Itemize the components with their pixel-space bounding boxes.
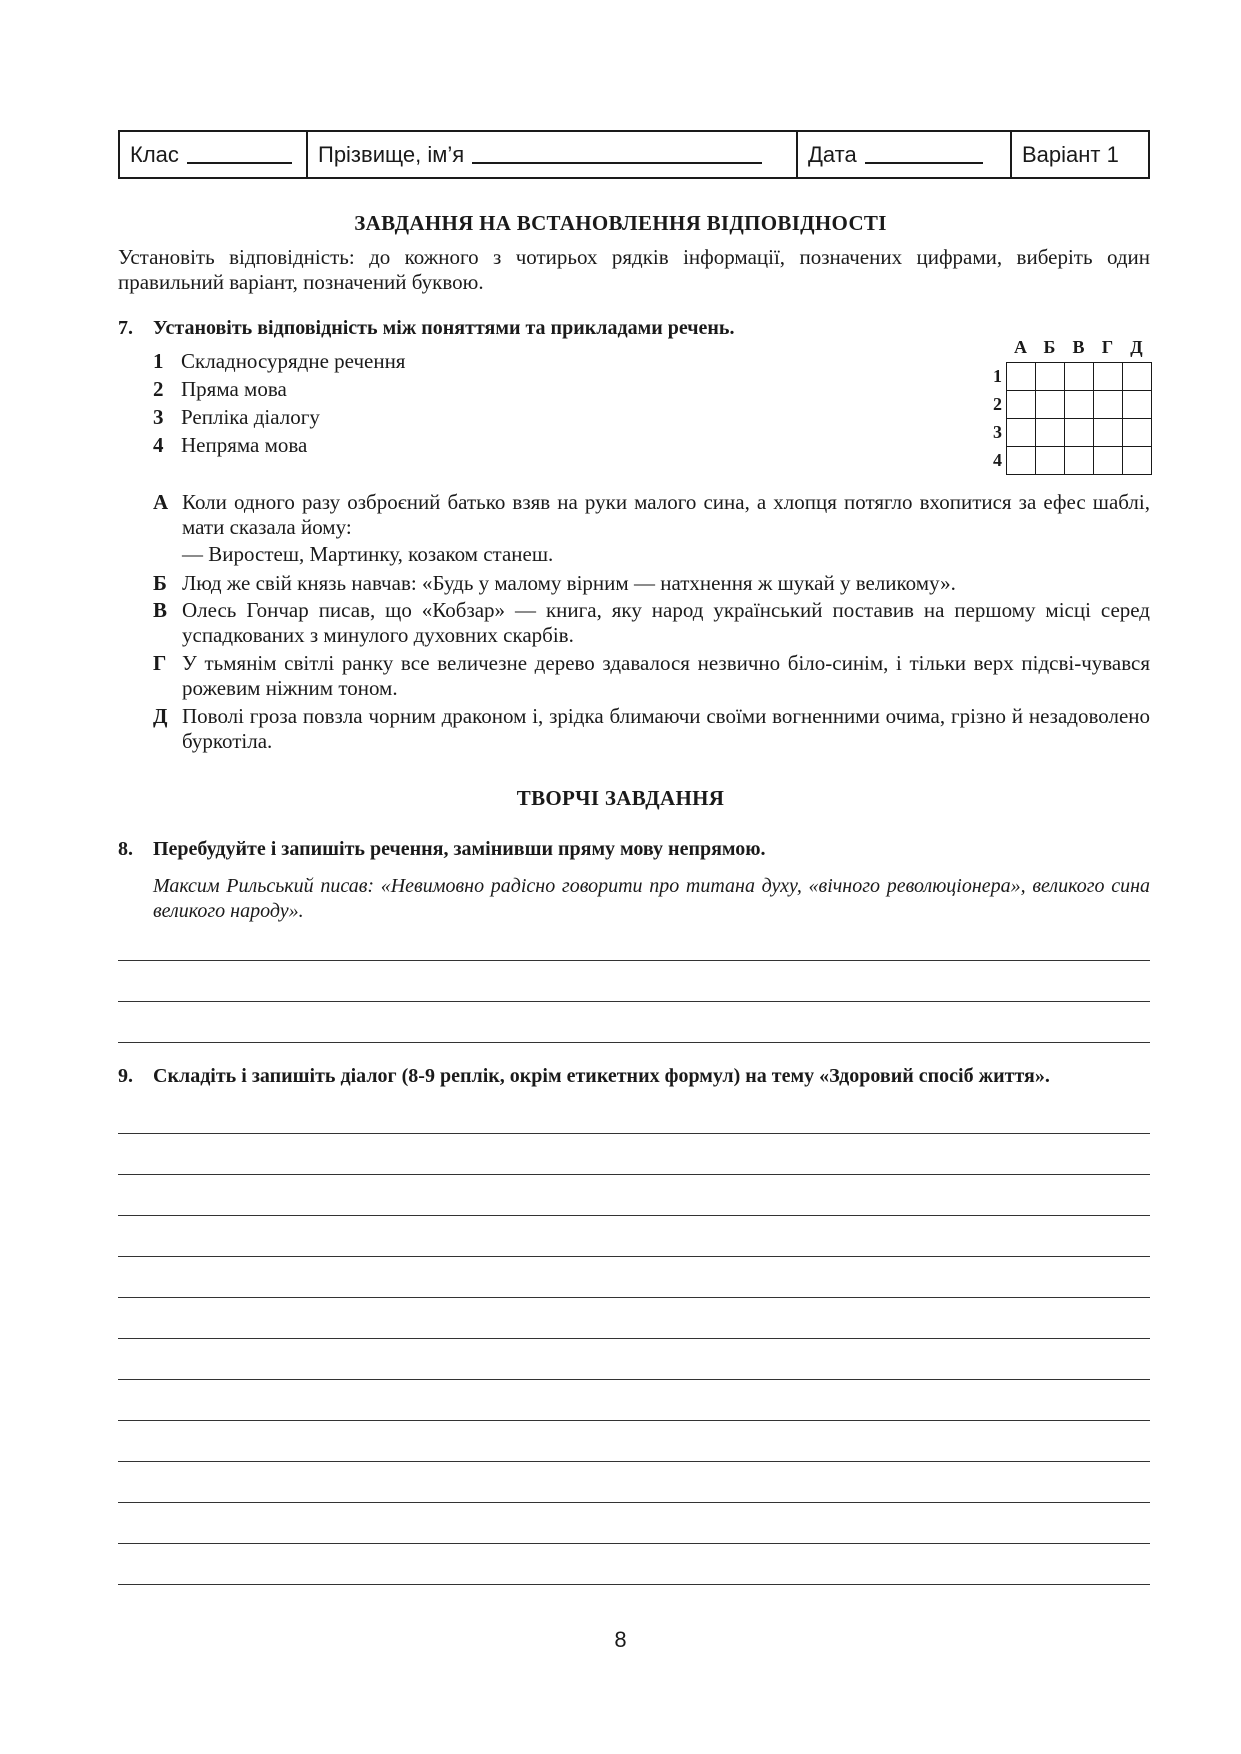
- grid-cell[interactable]: [1007, 419, 1036, 447]
- name-cell[interactable]: [308, 132, 798, 177]
- grid-cell[interactable]: [1123, 363, 1152, 391]
- grid-cell[interactable]: [1036, 363, 1065, 391]
- answer-line[interactable]: [118, 1256, 1150, 1257]
- answer-line[interactable]: [118, 1420, 1150, 1421]
- class-label: Клас: [130, 141, 179, 167]
- grid-cell[interactable]: [1036, 419, 1065, 447]
- grid-cell[interactable]: [1036, 447, 1065, 475]
- grid-cell[interactable]: [1123, 447, 1152, 475]
- q7-option: В Олесь Гончар писав, що «Кобзар» — книга, яку народ український поставив на першому місці серед успадкованих з минулого духовних скарбів.: [153, 598, 1150, 647]
- grid-col-label: Г: [1101, 337, 1114, 357]
- grid-col-label: А: [1014, 337, 1027, 357]
- grid-col-label: В: [1072, 337, 1085, 357]
- grid-cell[interactable]: [1094, 419, 1123, 447]
- date-blank[interactable]: [865, 146, 983, 164]
- answer-line[interactable]: [118, 1133, 1150, 1134]
- answer-line[interactable]: [118, 1001, 1150, 1002]
- grid-cell[interactable]: [1007, 391, 1036, 419]
- answer-line[interactable]: [118, 1215, 1150, 1216]
- grid-row-label: 1: [993, 366, 1002, 386]
- grid-cell[interactable]: [1007, 363, 1036, 391]
- grid-cell[interactable]: [1007, 447, 1036, 475]
- section-title-creative: ТВОРЧІ ЗАВДАННЯ: [516, 786, 725, 810]
- answer-line[interactable]: [118, 1042, 1150, 1043]
- q7-title: Установіть відповідність між поняттями та прикладами речень.: [153, 317, 735, 339]
- grid-cell[interactable]: [1094, 391, 1123, 419]
- answer-line[interactable]: [118, 1379, 1150, 1380]
- q7-item: 3 Репліка діалогу: [153, 405, 320, 429]
- q7-option: Д Поволі гроза повзла чорним драконом і, зрідка блимаючи своїми вогненними очима, грізно й незадоволено буркотіла.: [153, 704, 1150, 753]
- q7-item: 2 Пряма мова: [153, 377, 287, 401]
- q7-number: 7.: [118, 317, 133, 339]
- grid-cell[interactable]: [1065, 363, 1094, 391]
- answer-line[interactable]: [118, 1502, 1150, 1503]
- answer-line[interactable]: [118, 1584, 1150, 1585]
- grid-cell[interactable]: [1065, 447, 1094, 475]
- answer-line[interactable]: [118, 1297, 1150, 1298]
- q7-item: 1 Складносурядне речення: [153, 349, 406, 373]
- q7-item: 4 Непряма мова: [153, 433, 308, 457]
- page-number: 8: [614, 1627, 627, 1652]
- date-label: Дата: [808, 141, 857, 167]
- grid-col-label: Д: [1130, 337, 1143, 357]
- variant-cell: [1012, 132, 1148, 177]
- q9-number: 9.: [118, 1065, 133, 1087]
- q7-option: А Коли одного разу озброєний батько взяв на руки малого сина, а хлопця потягло вхопитися за ефес шаблі, мати сказала йому: — Виростеш, Мартинку, козаком станеш.: [153, 490, 1150, 566]
- q8-quote: Максим Рильський писав: «Невимовно радісно говорити про титана духу, «вічного революціонера», великого сина великого народу».: [153, 875, 1150, 922]
- q7-option: Г У тьмянім світлі ранку все величезне дерево здавалося незвично біло-синім, і тільки верх підсві-чувався рожевим ніжним тоном.: [153, 651, 1150, 700]
- class-cell[interactable]: [120, 132, 308, 177]
- grid-cell[interactable]: [1123, 391, 1152, 419]
- grid-cell[interactable]: [1123, 419, 1152, 447]
- answer-line[interactable]: [118, 1461, 1150, 1462]
- q9-title: Складіть і запишіть діалог (8-9 реплік, окрім етикетних формул) на тему «Здоровий спосіб життя».: [153, 1065, 1050, 1087]
- q7-option: Б Люд же свій князь навчав: «Будь у малому вірним — натхнення ж шукай у великому».: [153, 571, 956, 595]
- grid-cell[interactable]: [1094, 447, 1123, 475]
- answer-line[interactable]: [118, 1338, 1150, 1339]
- grid-row-label: 3: [993, 422, 1002, 442]
- name-label: Прізвище, ім’я: [318, 141, 465, 167]
- section-title-matching: ЗАВДАННЯ НА ВСТАНОВЛЕННЯ ВІДПОВІДНОСТІ: [354, 211, 887, 235]
- grid-cell[interactable]: [1065, 419, 1094, 447]
- grid-col-label: Б: [1043, 337, 1056, 357]
- date-cell[interactable]: [798, 132, 1012, 177]
- answer-line[interactable]: [118, 960, 1150, 961]
- variant-label: Варіант 1: [1022, 141, 1119, 167]
- class-blank[interactable]: [187, 146, 292, 164]
- name-blank[interactable]: [472, 146, 762, 164]
- grid-row-label: 4: [993, 450, 1002, 470]
- student-info-table: [118, 130, 1150, 179]
- grid-cell[interactable]: [1036, 391, 1065, 419]
- grid-row-label: 2: [993, 394, 1002, 414]
- matching-instruction: Установіть відповідність: до кожного з чотирьох рядків інформації, позначених цифрами, виберіть один правильний варіант, позначений буквою.: [118, 245, 1150, 294]
- answer-grid: [1006, 362, 1152, 475]
- q8-number: 8.: [118, 838, 133, 860]
- answer-line[interactable]: [118, 1174, 1150, 1175]
- q8-title: Перебудуйте і запишіть речення, замінивши пряму мову непрямою.: [153, 838, 766, 860]
- answer-line[interactable]: [118, 1543, 1150, 1544]
- grid-cell[interactable]: [1094, 363, 1123, 391]
- grid-cell[interactable]: [1065, 391, 1094, 419]
